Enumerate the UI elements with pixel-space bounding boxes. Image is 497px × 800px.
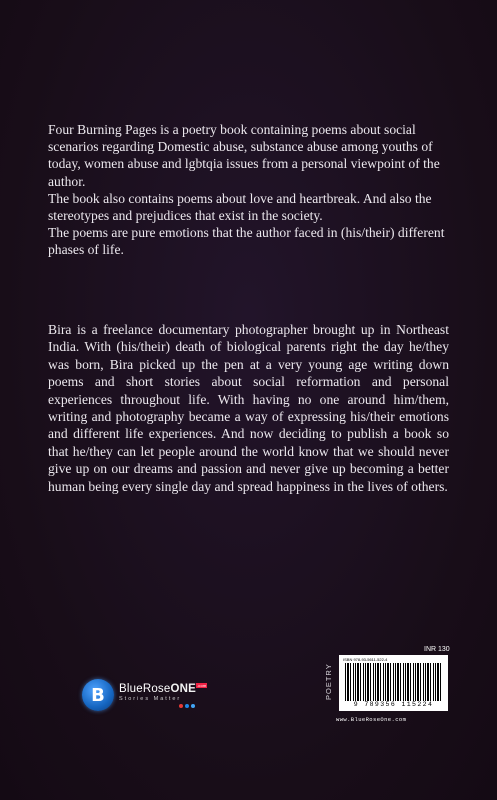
barcode-digits: 9 789356 115224: [341, 701, 446, 708]
publisher-text: [119, 683, 207, 708]
social-icons: [179, 704, 207, 708]
genre-label: POETRY: [324, 663, 333, 700]
twitter-icon: [191, 704, 195, 708]
isbn-barcode: [339, 655, 448, 711]
author-bio: [48, 321, 449, 495]
blurb-paragraph: The book also contains poems about love and heartbreak. And also the stereotypes and prejudices that exist in the society.: [48, 190, 432, 224]
bluerose-logo-icon: [82, 679, 114, 711]
blurb-paragraph: The poems are pure emotions that the author faced in (his/their) different phases of life.: [48, 225, 445, 258]
bio-paragraph: Bira is a freelance documentary photographer brought up in Northeast India. With (his/their) death of biological parents right the day he/they was born, Bira picked up the pen at a very young age writing down poems and short stories about social reformation and personal experiences throughout life. With having no one around him/them, writing and photography became a way of expressing his/their emotions and different life experiences. And now deciding to publish a book so that he/they can let people around the world know that we should never give up on our dreams and passion and never give up becoming a better human being every single day and spread happiness in the lives of others.: [48, 322, 449, 494]
publisher-logo: [82, 675, 212, 715]
facebook-icon: [185, 704, 189, 708]
brand-name: BlueRose: [119, 682, 171, 695]
publisher-tagline: Stories Matter: [119, 695, 182, 702]
logo-letter: B: [91, 684, 105, 706]
brand-suffix: ONE: [170, 682, 196, 695]
brand-com: .com: [197, 682, 207, 688]
instagram-icon: [179, 704, 183, 708]
isbn-label: ISBN 978-93-5611-522-4: [343, 657, 388, 662]
barcode-bars: [345, 663, 442, 701]
price-label: INR 130: [424, 646, 450, 653]
publisher-website: www.BlueRoseOne.com: [336, 716, 407, 723]
blurb-paragraph: Four Burning Pages is a poetry book containing poems about social scenarios regarding Domestic abuse, substance abuse among youths of today, women abuse and lgbtqia issues from a personal viewpoint of the author.: [48, 122, 440, 189]
publisher-brand: [119, 683, 207, 695]
book-blurb: [48, 121, 448, 259]
